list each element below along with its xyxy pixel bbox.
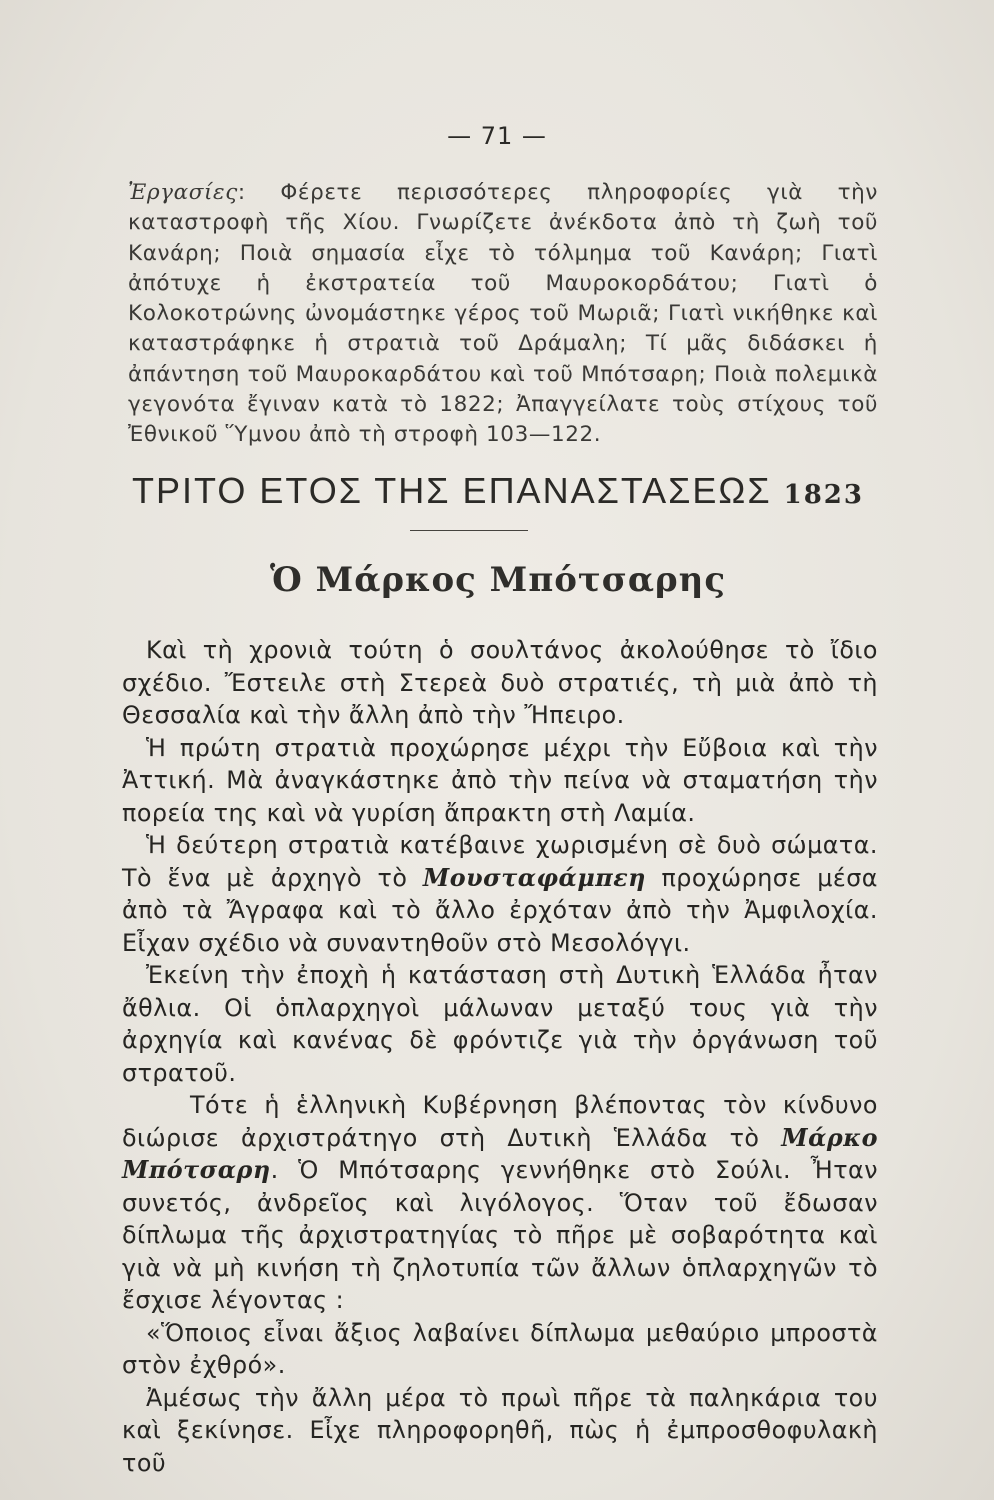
- paragraph: Ἐκείνη τὴν ἐποχὴ ἡ κατάσταση στὴ Δυτικὴ Ἑλλάδα ἦταν ἄθλια. Οἱ ὁπλαρχηγοὶ μάλωναν μεταξύ τους γιὰ τὴν ἀρχηγία καὶ κανένας δὲ φρόντιζε γιὰ τὴν ὀργάνωση τοῦ στρατοῦ.: [122, 961, 878, 1087]
- paragraph-text: προχώρησε μέσα ἀπὸ τὰ Ἄγραφα καὶ τὸ ἄλλο ἐρχόταν ἀπὸ τὴν Ἀμφιλοχία. Εἶχαν σχέδιο νὰ συναντηθοῦν στὸ Μεσολόγγι.: [122, 863, 878, 957]
- paragraph: Καὶ τὴ χρονιὰ τούτη ὁ σουλτάνος ἀκολούθησε τὸ ἴδιο σχέδιο. Ἔστειλε στὴ Στερεὰ δυὸ στρατιές, τὴ μιὰ ἀπὸ τὴ Θεσσαλία καὶ τὴν ἄλλη ἀπὸ τὴν Ἤπειρο.: [122, 636, 878, 729]
- paragraph-text: Τότε ἡ ἑλληνικὴ Κυβέρνηση βλέποντας τὸν κίνδυνο διώρισε ἀρχιστράτηγο στὴ Δυτικὴ Ἑλλάδα τὸ: [122, 1091, 878, 1152]
- exercises-text: : Φέρετε περισσότερες πληροφορίες γιὰ τὴν καταστροφὴ τῆς Χίου. Γνωρίζετε ἀνέκδοτα ἀπὸ τὴ ζωὴ τοῦ Κανάρη; Ποιὰ σημασία εἶχε τὸ τόλμημα τοῦ Κανάρη; Γιατὶ ἀπότυχε ἡ ἐκστρατεία τοῦ Μαυροκορδάτου; Γιατὶ ὁ Κολοκοτρώνης ὠνομάστηκε γέρος τοῦ Μωριᾶ; Γιατὶ νικήθηκε καὶ καταστράφηκε ἡ στρατιὰ τοῦ Δράμαλη; Τί μᾶς διδάσκει ἡ ἀπάντηση τοῦ Μαυροκαρδάτου καὶ τοῦ Μπότσαρη; Ποιὰ πολεμικὰ γεγονότα ἔγιναν κατὰ τὸ 1822; Ἀπαγγείλατε τοὺς στίχους τοῦ Ἐθνικοῦ Ὕμνου ἀπὸ τὴ στροφὴ 103—122.: [128, 180, 878, 448]
- paragraph: «Ὅποιος εἶναι ἄξιος λαβαίνει δίπλωμα μεθαύριο μπροστὰ στὸν ἐχθρό».: [122, 1318, 878, 1379]
- chapter-title: Ὁ Μάρκος Μπότσαρης: [269, 560, 727, 600]
- person-name: Μουσταφάμπεη: [422, 863, 646, 892]
- paragraph: Ἀμέσως τὴν ἄλλη μέρα τὸ πρωὶ πῆρε τὰ παληκάρια του καὶ ξεκίνησε. Εἶχε πληροφορηθῆ, πὼς ἡ ἐμπροσθοφυλακὴ τοῦ: [122, 1383, 878, 1477]
- section-title: [118, 470, 878, 512]
- exercises-label: Ἐργασίες: [128, 180, 238, 205]
- section-title-text: ΤΡΙΤΟ ΕΤΟΣ ΤΗΣ ΕΠΑΝΑΣΤΑΣΕΩΣ: [132, 470, 772, 511]
- exercises-paragraph: [128, 178, 878, 451]
- page-number: — 71 —: [447, 122, 547, 150]
- paragraph-text: . Ὁ Μπότσαρης γεννήθηκε στὸ Σούλι. Ἦταν συνετός, ἀνδρεῖος καὶ λιγόλογος. Ὅταν τοῦ ἔδωσαν δίπλωμα τῆς ἀρχιστρατηγίας τὸ πῆρε μὲ σοβαρότητα καὶ γιὰ νὰ μὴ κινήση τὴ ζηλοτυπία τῶν ἄλλων ὁπλαρχηγῶν τὸ ἔσχισε λέγοντας :: [122, 1156, 878, 1314]
- paragraph: Ἡ πρώτη στρατιὰ προχώρησε μέχρι τὴν Εὔβοια καὶ τὴν Ἀττική. Μὰ ἀναγκάστηκε ἀπὸ τὴν πείνα νὰ σταματήση τὴν πορεία της καὶ νὰ γυρίση ἄπρακτη στὴ Λαμία.: [122, 733, 878, 827]
- person-name: Μάρκο Μπότσαρη: [122, 1123, 878, 1184]
- title-divider: [410, 530, 528, 531]
- paragraph-text: Ἡ δεύτερη στρατιὰ κατέβαινε χωρισμένη σὲ δυὸ σώματα. Τὸ ἕνα μὲ ἀρχηγὸ τὸ: [122, 831, 878, 892]
- paragraph: [122, 1089, 878, 1317]
- section-year: 1823: [783, 480, 864, 510]
- paragraph: [122, 829, 878, 959]
- chapter-body: [122, 634, 878, 1479]
